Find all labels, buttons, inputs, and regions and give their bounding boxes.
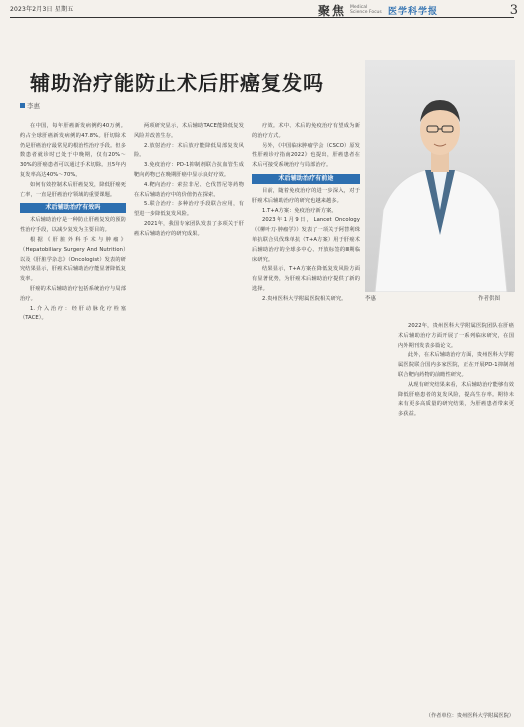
author-name: 李惠 xyxy=(27,102,40,110)
paragraph: 两项研究显示，术后辅助TACE能降低复发风险并改善生存。 xyxy=(134,123,244,139)
photo-caption: 李惠 xyxy=(365,296,377,302)
paragraph: 2.贵州医科大学附属医院相关研究。 xyxy=(262,295,347,302)
paragraph: 1.T+A方案：免疫治疗新方案。 xyxy=(262,207,337,214)
subheading: 术后辅助治疗有前途 xyxy=(252,174,360,184)
paragraph: 此外，在术后辅助治疗方面，贵州医科大学附属医院联合国内多家医院，正在开展PD-1抑制剂联合靶向药物的前瞻性研究。 xyxy=(398,352,514,378)
author-portrait xyxy=(365,60,515,292)
paragraph: 5.联合治疗：多种治疗手段联合应用，有望进一步降低复发风险。 xyxy=(134,201,244,218)
paragraph: 肝癌的术后辅助治疗包括系统治疗与局部治疗。 xyxy=(20,285,126,302)
paragraph: 2.放射治疗：术后放疗能降低局部复发风险。 xyxy=(134,142,244,159)
paragraph: 1.介入治疗：经肝动脉化疗栓塞（TACE）。 xyxy=(20,305,126,322)
page-number: 3 xyxy=(509,2,518,18)
paragraph: 在中国，每年肝癌新发病例约40万例。约占全球肝癌新发病例的47.8%。肝切除术仍是肝癌治疗最常见的根治性治疗手段。但多数患者就诊时已处于中晚期，仅有20%～30%的肝癌患者可以通过手术切除。且5年内复发率高达40%～70%。 xyxy=(20,123,126,178)
byline-marker-icon xyxy=(20,103,25,108)
paragraph: 从现有研究结果来看，术后辅助治疗能够有效降低肝癌患者的复发风险，提高生存率。期待未来有更多高质量的研究结果，为肝癌患者带来更多获益。 xyxy=(398,381,514,418)
section-subtitle: Medical Science Focus xyxy=(350,5,382,15)
paragraph: 2021年，我国专家团队发表了多项关于肝癌术后辅助治疗的研究成果。 xyxy=(134,220,244,237)
article-title: 辅助治疗能防止术后肝癌复发吗 xyxy=(30,71,324,95)
paragraph: 目前，随着免疫治疗的进一步深入，对于肝癌术后辅助治疗的研究也越来越多。 xyxy=(252,187,360,204)
byline xyxy=(20,101,40,110)
issue-date: 2023年2月3日 星期五 xyxy=(10,6,74,13)
paragraph: 3.免疫治疗：PD-1抑制剂联合抗血管生成靶向药物已在晚期肝癌中显示良好疗效。 xyxy=(134,162,244,178)
section-title: 聚焦 xyxy=(318,3,347,18)
paragraph: 结果显示，T+A方案在降低复发风险方面有显著优势，为肝癌术后辅助治疗提供了新的选择。 xyxy=(252,266,360,292)
paragraph: 如何有效控制术后肝癌复发，降低肝癌死亡率，一直是肝癌治疗领域的重要课题。 xyxy=(20,181,126,198)
column-4 xyxy=(398,322,514,420)
paragraph: 4.靶向治疗：索拉非尼、仑伐替尼等药物在术后辅助治疗中的价值仍在探索。 xyxy=(134,181,244,198)
paragraph: 2022年，贵州医科大学附属医院团队在肝癌术后辅助治疗方面开展了一系列临床研究，在国内外期刊发表多篇论文。 xyxy=(398,323,514,349)
author-affiliation: （作者单位：贵州医科大学附属医院） xyxy=(425,713,514,719)
brand-logo: 医学科学报 xyxy=(388,6,439,17)
column-3 xyxy=(252,122,360,305)
photo-credit: 作者供图 xyxy=(478,296,501,302)
header-rule xyxy=(10,17,514,18)
paragraph: 2023年1月9日，Lancet Oncology（《柳叶刀·肿瘤学》）发表了一项关于阿替利珠单抗联合贝伐珠单抗（T+A方案）用于肝癌术后辅助治疗的全球多中心、开放标签的Ⅲ期临床研究。 xyxy=(252,217,360,263)
paragraph: 疗效。术中、术后的免疫治疗有望成为新的治疗方式。 xyxy=(252,123,360,139)
portrait-illustration xyxy=(365,60,515,292)
page-header xyxy=(318,3,518,17)
subheading: 术后辅助治疗有效吗 xyxy=(20,203,126,213)
column-2 xyxy=(134,122,244,240)
column-1 xyxy=(20,122,126,324)
paragraph: 根据《肝脏外科手术与肿瘤》（Hepatobiliary Surgery And Nutrition）以及《肝脏学杂志》（Oncologist）发表的研究结果显示，肝癌术后辅助治疗能显著降低复发率。 xyxy=(20,236,126,283)
paragraph: 另外，《中国临床肿瘤学会（CSCO）原发性肝癌诊疗指南2022》也提出，肝癌患者在术后可接受系统治疗与局部治疗。 xyxy=(252,142,360,169)
paragraph: 术后辅助治疗是一种防止肝癌复发的预防性治疗手段，以减少复发为主要目的。 xyxy=(20,217,126,234)
